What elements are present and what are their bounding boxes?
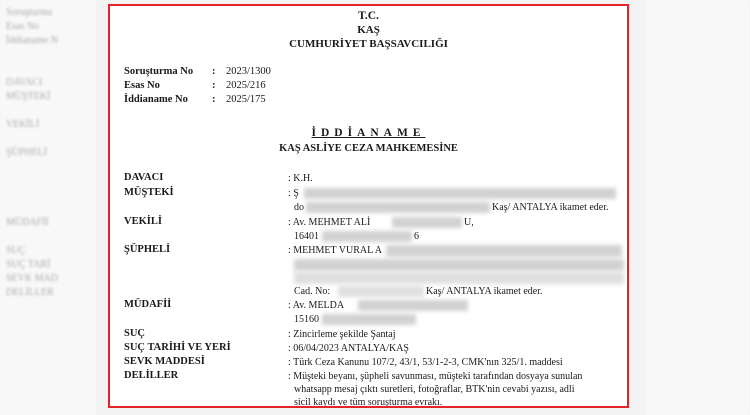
value-suc-tarihi: : 06/04/2023 ANTALYA/KAŞ [288,343,409,354]
label-deliller: DELİLLER [124,370,179,381]
court-name: KAŞ ASLİYE CEZA MAHKEMESİNE [279,143,458,154]
background-text-line [6,48,96,62]
value-deliller-line2: whatsapp mesaj çıktı suretleri, fotoğraflar, BTK'nin cevabi yazısı, adli [294,384,575,395]
value-mudafii-line2: 15160 [294,314,319,325]
label-davaci: DAVACI [124,172,164,183]
label-suc-tarihi: SUÇ TARİHİ VE YERİ [124,342,231,353]
redaction-block [304,188,616,199]
background-text-line: MÜDAFİİ [6,217,49,228]
value-vekili-line2: 16401 [294,231,319,242]
meta-value: 2025/175 [226,94,266,105]
background-text-line: ŞÜPHELİ [6,147,48,158]
value-supheli-line4: Cad. No: [294,286,331,297]
value-mudafii-line1: : Av. MELDA [288,300,345,311]
redaction-block [358,300,468,311]
background-text-line [6,104,96,118]
value-deliller-line3: sicil kaydı ve tüm soruşturma evrakı. [294,397,443,408]
header-district: KAŞ [357,24,380,36]
redaction-block [386,245,622,257]
label-suc: SUÇ [124,328,146,339]
meta-row-esas: Esas No : 2025/216 [124,80,266,91]
label-sevk: SEVK MADDESİ [124,356,205,367]
background-text-line: VEKİLİ [6,119,40,130]
background-document-right [646,0,750,415]
background-text-line [6,188,96,202]
background-text-line [6,160,96,174]
meta-value: 2025/216 [226,80,266,91]
background-text-line [6,132,96,146]
background-text-line: DELİLLER [6,287,54,298]
background-text-line [6,202,96,216]
document-title: İDDİANAME [311,127,426,139]
background-text-line [6,62,96,76]
background-text-line: Soruşturma [6,7,53,18]
value-vekili-tail: U, [464,217,474,228]
value-musteki-line1: : Ş [288,188,299,199]
value-sevk: : Türk Ceza Kanunu 107/2, 43/1, 53/1-2-3, CMK'nın 325/1. maddesi [288,357,563,368]
redaction-block [322,231,412,242]
case-numbers [124,66,271,108]
redaction-block [294,259,624,271]
value-vekili-line2-tail: 6 [414,231,419,242]
meta-label: Esas No [124,80,160,91]
background-text-line [6,174,96,188]
redaction-block [322,314,416,325]
background-text-line: DAVACI [6,77,43,88]
background-text-line: SUÇ [6,245,26,256]
meta-row-investigation: Soruşturma No : 2023/1300 [124,66,271,77]
background-text-line: SUÇ TARİ [6,259,51,270]
background-text-line: Esas No [6,21,40,32]
background-text-line: MÜŞTEKİ [6,91,51,102]
label-mudafii: MÜDAFİİ [124,299,172,310]
header-tc: T.C. [358,10,379,22]
redaction-block [392,217,462,228]
indictment-document [108,4,629,408]
value-supheli-line1: : MEHMET VURAL A [288,245,382,256]
redaction-block [338,286,424,297]
background-text-line: SEVK MAD [6,273,58,284]
header-office: CUMHURİYET BAŞSAVCILIĞI [289,38,448,50]
meta-label: İddianame No [124,94,188,105]
value-suc: : Zincirleme şekilde Şantaj [288,329,396,340]
value-musteki-line2: Kaş/ ANTALYA ikamet eder. [492,202,609,213]
background-text-line [6,230,96,244]
value-musteki-prefix: do [294,202,304,213]
label-musteki: MÜŞTEKİ [124,187,174,198]
value-deliller-line1: : Müşteki beyanı, şüpheli savunması, müşteki tarafından dosyaya sunulan [288,371,583,382]
background-text-line: İddianame N [6,35,58,46]
value-supheli-line4-tail: Kaş/ ANTALYA ikamet eder. [426,286,543,297]
value-vekili-line1: : Av. MEHMET ALİ [288,217,371,228]
value-davaci: : K.H. [288,173,313,184]
redaction-block [294,272,624,284]
meta-row-indictment: İddianame No : 2025/175 [124,94,266,105]
label-supheli: ŞÜPHELİ [124,244,171,255]
label-vekili: VEKİLİ [124,216,162,227]
background-document-left [0,0,96,415]
meta-value: 2023/1300 [226,66,271,77]
redaction-block [306,202,490,213]
meta-label: Soruşturma No [124,66,194,77]
